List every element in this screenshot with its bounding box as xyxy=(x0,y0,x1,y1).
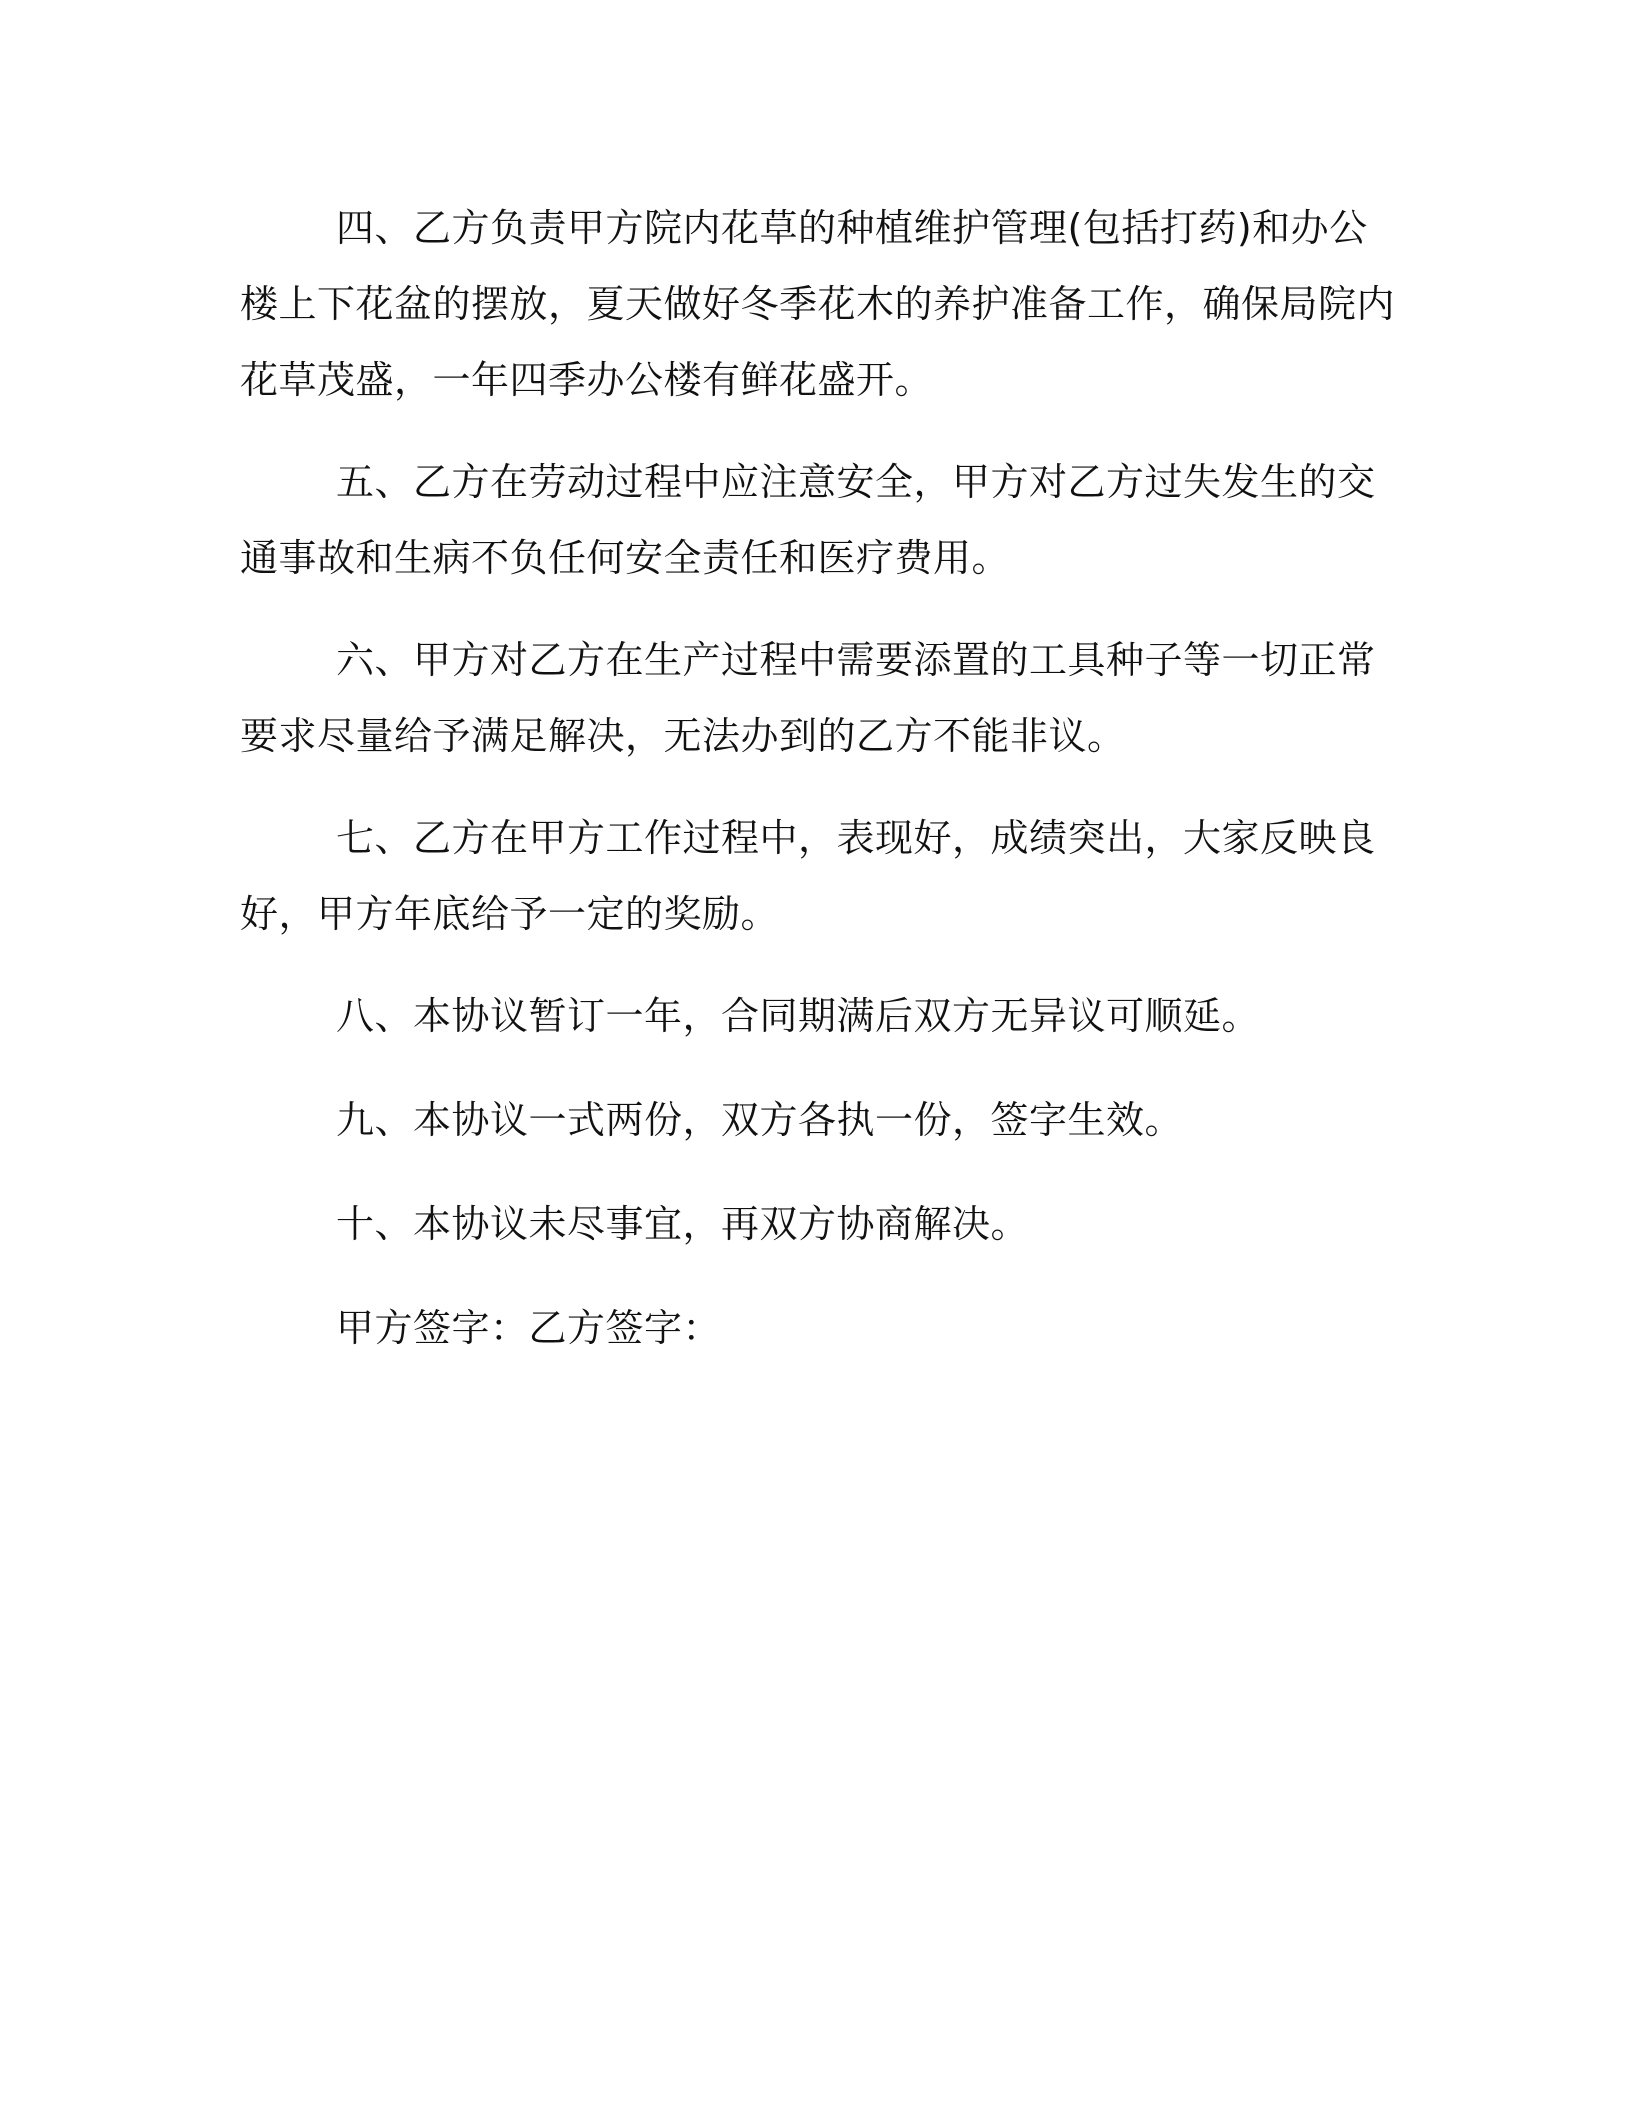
document-content xyxy=(240,190,1400,1366)
clause-seven: 七、乙方在甲方工作过程中，表现好，成绩突出，大家反映良好，甲方年底给予一定的奖励。 xyxy=(240,816,1376,936)
signature-line: 甲方签字：乙方签字： xyxy=(336,1306,722,1350)
clause-ten: 十、本协议未尽事宜，再双方协商解决。 xyxy=(336,1202,1030,1246)
clause-eight: 八、本协议暂订一年，合同期满后双方无异议可顺延。 xyxy=(336,994,1261,1038)
clause-four: 四、乙方负责甲方院内花草的种植维护管理(包括打药)和办公楼上下花盆的摆放，夏天做好冬季花木的养护准备工作，确保局院内花草茂盛，一年四季办公楼有鲜花盛开。 xyxy=(240,206,1396,402)
clause-five: 五、乙方在劳动过程中应注意安全，甲方对乙方过失发生的交通事故和生病不负任何安全责任和医疗费用。 xyxy=(240,460,1376,580)
clause-nine: 九、本协议一式两份，双方各执一份，签字生效。 xyxy=(336,1098,1184,1142)
clause-six: 六、甲方对乙方在生产过程中需要添置的工具种子等一切正常要求尽量给予满足解决，无法办到的乙方不能非议。 xyxy=(240,638,1376,758)
